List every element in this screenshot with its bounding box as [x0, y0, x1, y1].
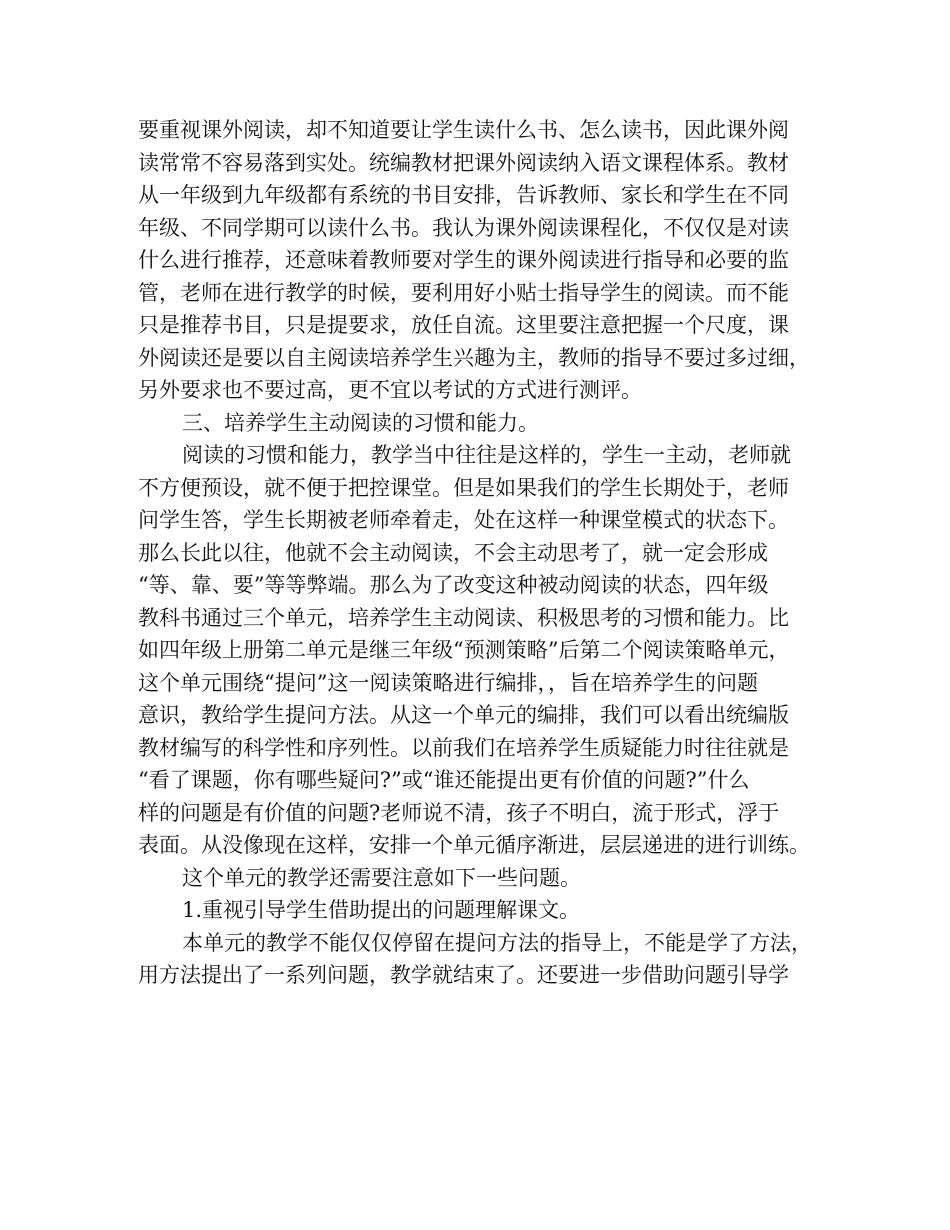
text-line: 如四年级上册第二单元是继三年级“预测策略”后第二个阅读策略单元， — [138, 638, 790, 662]
text-line: 教材编写的科学性和序列性。以前我们在培养学生质疑能力时往往就是 — [138, 735, 789, 760]
text-line: 从一年级到九年级都有系统的书目安排，告诉教师、家长和学生在不同 — [138, 183, 789, 207]
text-line: 用方法提出了一系列问题，教学就结束了。还要进一步借助问题引导学 — [138, 963, 789, 987]
text-line: 表面。从没像现在这样，安排一个单元循序渐进，层层递进的进行训练。 — [138, 833, 810, 857]
text-line: 管，老师在进行教学的时候，要利用好小贴士指导学生的阅读。而不能 — [138, 280, 789, 305]
text-line: 1.重视引导学生借助提出的问题理解课文。 — [182, 898, 581, 922]
text-line: 阅读的习惯和能力，教学当中往往是这样的，学生一主动，老师就 — [182, 443, 791, 467]
text-line: 三、培养学生主动阅读的习惯和能力。 — [182, 410, 539, 435]
text-line: 读常常不容易落到实处。统编教材把课外阅读纳入语文课程体系。教材 — [138, 150, 789, 175]
text-line: 不方便预设，就不便于把控课堂。但是如果我们的学生长期处于，老师 — [138, 475, 789, 500]
text-line: 另外要求也不要过高，更不宜以考试的方式进行测评。 — [138, 378, 642, 402]
body-text — [138, 114, 818, 992]
text-line: 这个单元围绕“提问”这一阅读策略进行编排，，旨在培养学生的问题 — [138, 670, 758, 695]
text-line: 教科书通过三个单元，培养学生主动阅读、积极思考的习惯和能力。比 — [138, 605, 789, 630]
text-line: 本单元的教学不能仅仅停留在提问方法的指导上，不能是学了方法， — [182, 930, 812, 955]
text-line: 样的问题是有价值的问题?老师说不清，孩子不明白，流于形式，浮于 — [138, 800, 780, 825]
text-line: 那么长此以往，他就不会主动阅读，不会主动思考了，就一定会形成 — [138, 540, 768, 565]
text-line: 外阅读还是要以自主阅读培养学生兴趣为主，教师的指导不要过多过细， — [138, 345, 810, 370]
text-line: “等、靠、要”等等弊端。那么为了改变这种被动阅读的状态，四年级 — [138, 573, 769, 597]
text-line: “看了课题，你有哪些疑问?”或“谁还能提出更有价值的问题?”什么 — [138, 768, 750, 792]
text-line: 这个单元的教学还需要注意如下一些问题。 — [182, 865, 581, 890]
text-line: 只是推荐书目，只是提要求，放任自流。这里要注意把握一个尺度，课 — [138, 313, 789, 337]
text-line: 要重视课外阅读，却不知道要让学生读什么书、怎么读书，因此课外阅 — [138, 118, 789, 142]
text-line: 意识，教给学生提问方法。从这一个单元的编排，我们可以看出统编版 — [138, 703, 789, 727]
text-line: 问学生答，学生长期被老师牵着走，处在这样一种课堂模式的状态下。 — [138, 508, 789, 532]
text-line: 什么进行推荐，还意味着教师要对学生的课外阅读进行指导和必要的监 — [138, 248, 789, 272]
text-line: 年级、不同学期可以读什么书。我认为课外阅读课程化，不仅仅是对读 — [138, 215, 789, 240]
